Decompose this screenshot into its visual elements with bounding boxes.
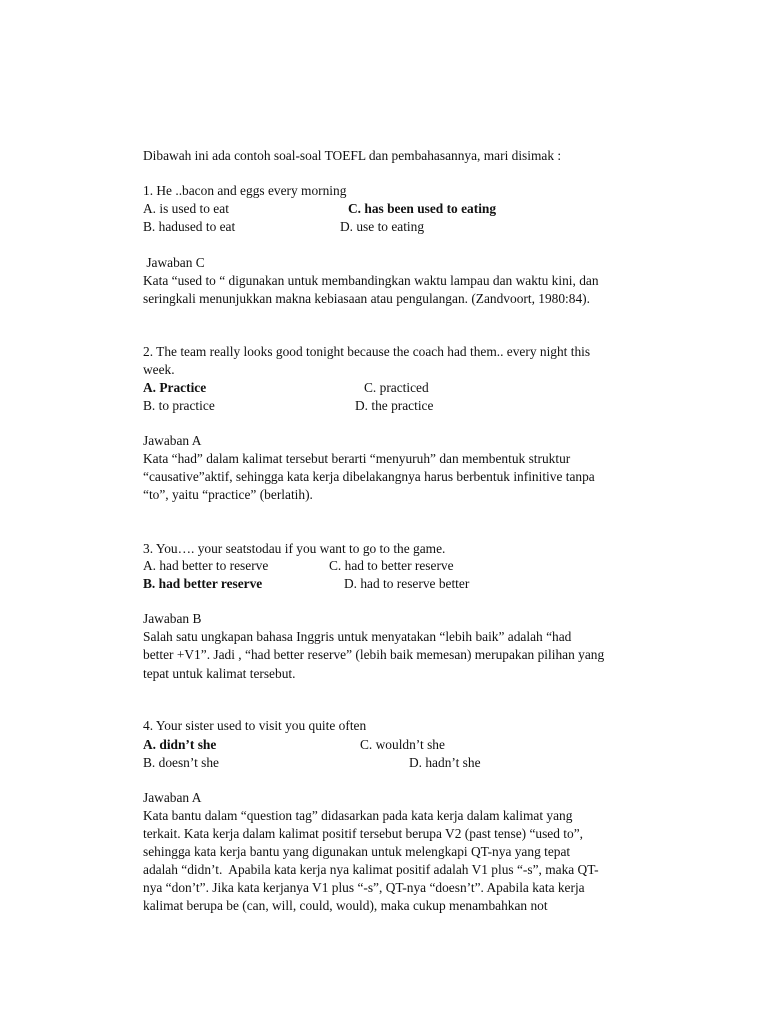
q3-option-d: D. had to reserve better (344, 576, 470, 591)
q1-option-c: C. has been used to eating (348, 201, 497, 216)
q2-explanation-line: “causative”aktif, sehingga kata kerja dibelakangnya harus berbentuk infinitive tanpa (143, 469, 595, 484)
q1-explanation-line: seringkali menunjukkan makna kebiasaan atau pengulangan. (Zandvoort, 1980:84). (143, 291, 590, 306)
q1-option-d: D. use to eating (340, 219, 425, 234)
q1-question: 1. He ..bacon and eggs every morning (143, 183, 347, 198)
q3-explanation-line: tepat untuk kalimat tersebut. (143, 666, 296, 681)
q4-option-c: C. wouldn’t she (360, 737, 445, 752)
q4-option-a: A. didn’t she (143, 737, 217, 752)
q4-question: 4. Your sister used to visit you quite often (143, 718, 367, 733)
q3-explanation-line: Salah satu ungkapan bahasa Inggris untuk menyatakan “lebih baik” adalah “had (143, 629, 572, 644)
q2-option-d: D. the practice (355, 398, 434, 413)
q4-option-b: B. doesn’t she (143, 755, 220, 770)
q2-question-line: 2. The team really looks good tonight because the coach had them.. every night this (143, 344, 591, 359)
q3-option-b: B. had better reserve (143, 576, 263, 591)
q4-option-d: D. hadn’t she (409, 755, 481, 770)
q3-answer: Jawaban B (143, 611, 202, 626)
q2-option-a: A. Practice (143, 380, 207, 395)
q2-option-b: B. to practice (143, 398, 215, 413)
q1-option-a: A. is used to eat (143, 201, 229, 216)
q2-explanation-line: Kata “had” dalam kalimat tersebut berarti “menyuruh” dan membentuk struktur (143, 451, 571, 466)
q4-explanation-line: sehingga kata kerja bantu yang digunakan untuk melengkapi QT-nya yang tepat (143, 844, 571, 859)
q1-explanation-line: Kata “used to “ digunakan untuk membandingkan waktu lampau dan waktu kini, dan (143, 273, 599, 288)
q4-answer: Jawaban A (143, 790, 202, 805)
q2-explanation-line: “to”, yaitu “practice” (berlatih). (143, 487, 313, 502)
intro-text: Dibawah ini ada contoh soal-soal TOEFL dan pembahasannya, mari disimak : (143, 148, 562, 163)
q1-option-b: B. hadused to eat (143, 219, 236, 234)
q3-option-c: C. had to better reserve (329, 558, 454, 573)
q3-option-a: A. had better to reserve (143, 558, 269, 573)
q3-explanation-line: better +V1”. Jadi , “had better reserve” (lebih baik memesan) merupakan pilihan yang (143, 647, 605, 662)
q4-explanation-line: nya “don’t”. Jika kata kerjanya V1 plus “-s”, QT-nya “doesn’t”. Apabila kata kerja (143, 880, 585, 895)
q4-explanation-line: Kata bantu dalam “question tag” didasarkan pada kata kerja dalam kalimat yang (143, 808, 573, 823)
q4-explanation-line: adalah “didn’t. Apabila kata kerja nya kalimat positif adalah V1 plus “-s”, maka QT- (143, 862, 599, 877)
q1-answer: Jawaban C (143, 255, 205, 270)
q4-explanation-line: kalimat berupa be (can, will, could, would), maka cukup menambahkan not (143, 898, 548, 913)
q2-option-c: C. practiced (364, 380, 429, 395)
q2-question-line: week. (143, 362, 175, 377)
q4-explanation-line: terkait. Kata kerja dalam kalimat positif tersebut berupa V2 (past tense) “used to”, (143, 826, 584, 841)
q2-answer: Jawaban A (143, 433, 202, 448)
q3-question: 3. You…. your seatstodau if you want to go to the game. (143, 541, 446, 556)
